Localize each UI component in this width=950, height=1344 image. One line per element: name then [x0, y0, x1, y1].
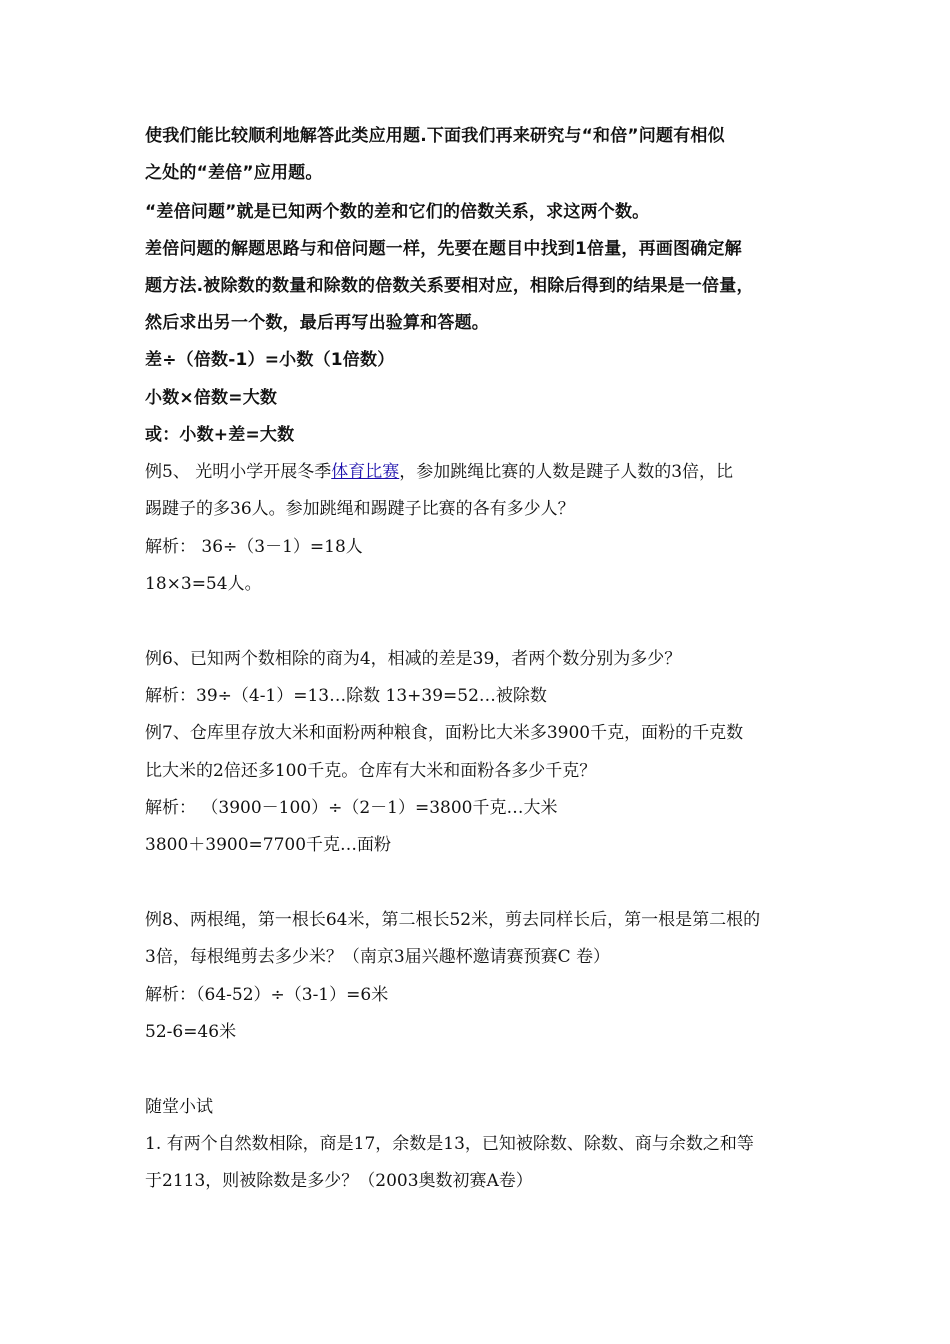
example-6-solution: 解析：39÷（4-1）=13…除数 13+39=52…被除数	[145, 686, 547, 706]
formula-3: 或：小数+差=大数	[145, 425, 295, 445]
definition-line: “差倍问题”就是已知两个数的差和它们的倍数关系，求这两个数。	[145, 202, 650, 222]
example-8-solution-1: 解析：（64-52）÷（3-1）=6米	[145, 985, 389, 1005]
example-6-line-1: 例6、已知两个数相除的商为4，相减的差是39，者两个数分别为多少？	[145, 649, 682, 669]
method-line-1: 差倍问题的解题思路与和倍问题一样，先要在题目中找到1倍量，再画图确定解	[145, 239, 742, 259]
example-5-line-1	[145, 460, 733, 484]
example-5-line-2: 踢踺子的多36人。参加跳绳和踢踺子比赛的各有多少人？	[145, 499, 575, 519]
method-line-3: 然后求出另一个数，最后再写出验算和答题。	[145, 313, 489, 333]
example-7-line-1: 例7、仓库里存放大米和面粉两种粮食，面粉比大米多3900千克，面粉的千克数	[145, 723, 744, 743]
example-8-line-1: 例8、两根绳，第一根长64米，第二根长52米，剪去同样长后，第一根是第二根的	[145, 910, 761, 930]
example-8-solution-2: 52-6=46米	[145, 1022, 237, 1042]
quiz-question-1-line-1: 1. 有两个自然数相除，商是17，余数是13，已知被除数、除数、商与余数之和等	[145, 1134, 754, 1154]
example-7-line-2: 比大米的2倍还多100千克。仓库有大米和面粉各多少千克？	[145, 761, 597, 781]
quiz-heading: 随堂小试	[145, 1097, 213, 1117]
intro-line-1: 使我们能比较顺利地解答此类应用题.下面我们再来研究与“和倍”问题有相似	[145, 126, 725, 146]
sports-competition-link[interactable]: 体育比赛	[331, 462, 400, 482]
example-5-solution-2: 18×3=54人。	[145, 574, 262, 594]
example-8-line-2: 3倍，每根绳剪去多少米？（南京3届兴趣杯邀请赛预赛C 卷）	[145, 947, 611, 967]
example-5-prefix: 例5、 光明小学开展冬季	[145, 462, 332, 482]
example-7-solution-2: 3800＋3900=7700千克…面粉	[145, 835, 392, 855]
quiz-question-1-line-2: 于2113，则被除数是多少？（2003奥数初赛A卷）	[145, 1171, 533, 1191]
example-5-suffix: ，参加跳绳比赛的人数是踺子人数的3倍，比	[399, 462, 734, 482]
formula-2: 小数×倍数=大数	[145, 388, 278, 408]
formula-1: 差÷（倍数-1）=小数（1倍数）	[145, 350, 395, 370]
example-5-solution-1: 解析： 36÷（3－1）=18人	[145, 537, 363, 557]
example-7-solution-1: 解析： （3900－100）÷（2－1）=3800千克…大米	[145, 798, 558, 818]
method-line-2: 题方法.被除数的数量和除数的倍数关系要相对应，相除后得到的结果是一倍量，	[145, 276, 754, 296]
intro-line-2: 之处的“差倍”应用题。	[145, 163, 323, 183]
